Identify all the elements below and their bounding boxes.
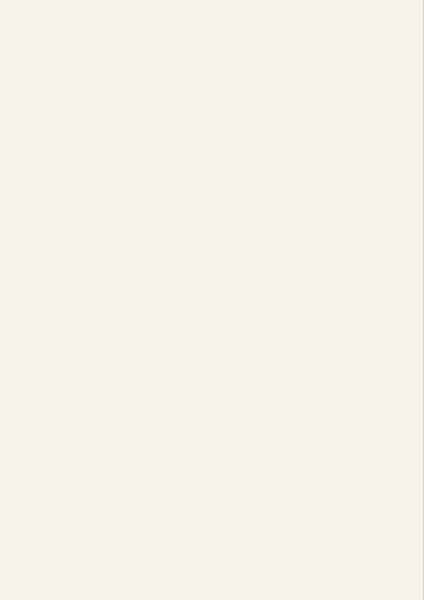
document-body (44, 28, 397, 584)
